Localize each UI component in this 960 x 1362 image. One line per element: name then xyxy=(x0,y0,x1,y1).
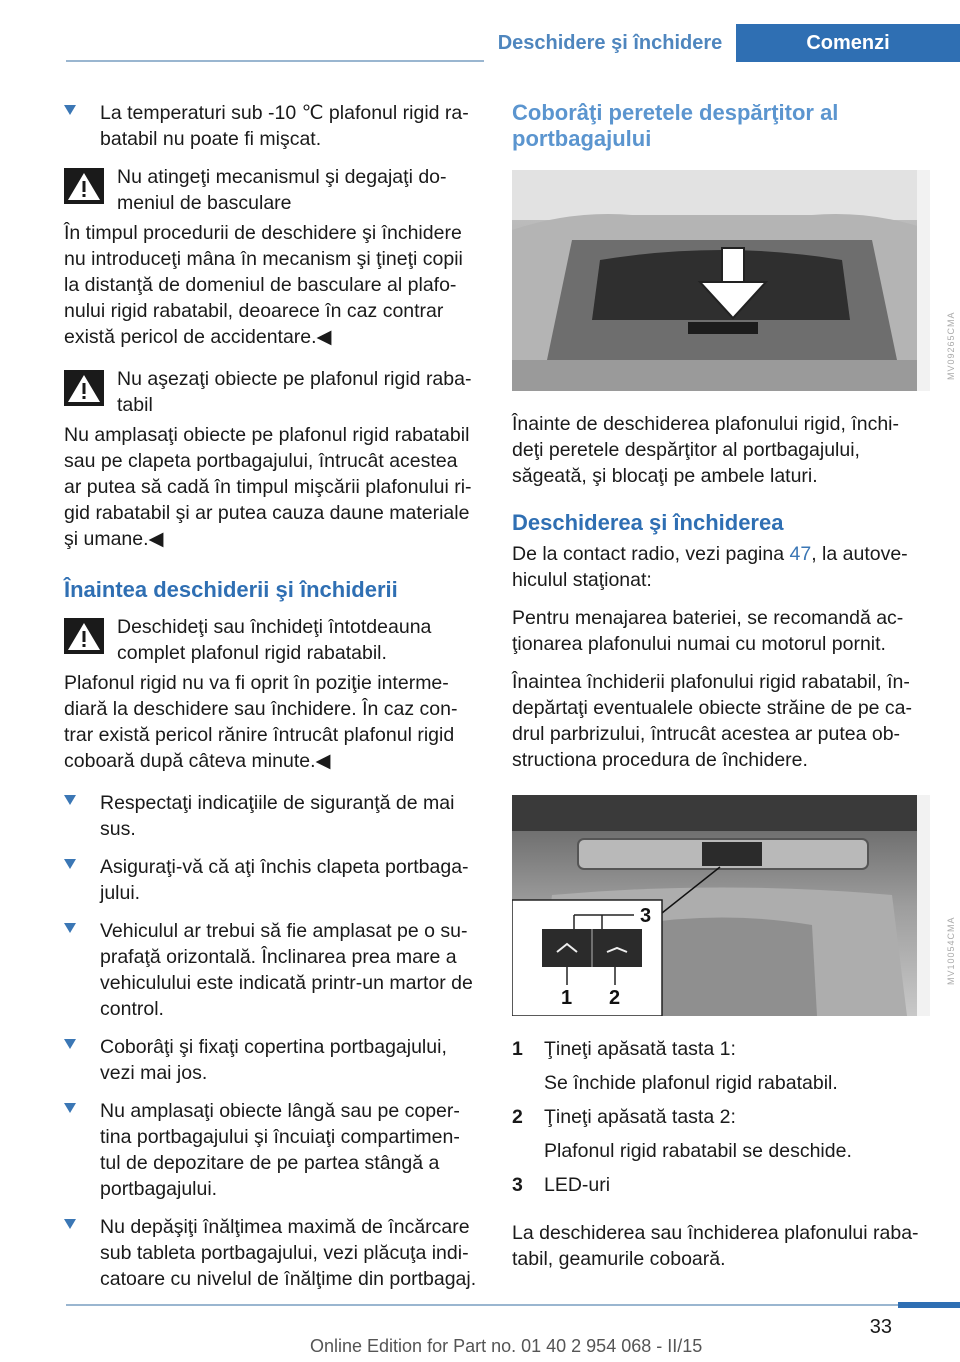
paragraph: Înaintea închiderii plafonului rigid rabatabil, în‐depărtaţi eventualele obiecte străine de pe ca‐drul parbrizului, întrucât acestea ar putea ob‐structiona procedura de închidere. xyxy=(512,671,913,771)
list-item: Nu depăşiţi înălţimea maximă de încărcare sub tableta portbagajului, vezi plăcuţa indi‐catoare cu nivelul de înălţime din portbagaj. xyxy=(64,1214,478,1292)
bullet-triangle-icon xyxy=(64,923,76,933)
numbered-step: 3 LED-uri xyxy=(512,1174,611,1196)
section-heading: Înaintea deschiderii şi închiderii xyxy=(64,577,398,602)
callout-label-3: 3 xyxy=(640,905,652,927)
page-link[interactable]: 47 xyxy=(789,543,812,565)
warning-text: Nu amplasaţi obiecte pe plafonul rigid rabatabil sau pe clapeta portbagajului, întrucât acestea ar putea să cadă în timpul mişcării plafonului ri‐gid rabatabil şi ar putea cauza daune materiale şi umane.◀ xyxy=(64,424,472,550)
step-number: 3 xyxy=(512,1174,523,1196)
section-heading: Coborâţi peretele despărţitor al portbagajului xyxy=(512,100,839,151)
list-item: Asiguraţi-vă că aţi închis clapeta portbaga‐jului. xyxy=(64,854,478,906)
list-item: Vehiculul ar trebui să fie amplasat pe o su‐prafaţă orizontală. Înclinarea prea mare a vehiculului este indicată printr-un martor de control. xyxy=(64,918,478,1022)
list-item: Respectaţi indicaţiile de siguranţă de mai sus. xyxy=(64,790,478,842)
page-number: 33 xyxy=(869,1316,892,1338)
image-code: MV09265CMA xyxy=(946,311,956,380)
bullet-triangle-icon xyxy=(64,1219,76,1229)
warning-title: Deschideţi sau închideţi întotdeauna complet plafonul rigid rabatabil. xyxy=(117,616,432,664)
warning-title: Nu aşezaţi obiecte pe plafonul rigid raba‐tabil xyxy=(117,368,472,416)
list-item: La temperaturi sub -10 ℃ plafonul rigid ra‐batabil nu poate fi mişcat. xyxy=(64,100,478,152)
image-code: MV10054CMA xyxy=(946,916,956,985)
callout-label-2: 2 xyxy=(609,987,621,1009)
section-heading: Deschiderea şi închiderea xyxy=(512,510,784,535)
list-item: Nu amplasaţi obiecte lângă sau pe coper‐tina portbagajului şi încuiaţi compartimen‐tul de depozitare de pe partea stângă a portbagajului. xyxy=(64,1098,478,1202)
paragraph: La deschiderea sau închiderea plafonului raba‐tabil, geamurile coboară. xyxy=(512,1222,919,1270)
callout-label-1: 1 xyxy=(561,987,573,1009)
paragraph: Pentru menajarea bateriei, se recomandă ac‐ţionarea plafonului numai cu motorul pornit. xyxy=(512,607,904,655)
bullet-triangle-icon xyxy=(64,105,76,115)
footer-accent xyxy=(898,1302,960,1308)
bullet-triangle-icon xyxy=(64,1039,76,1049)
bullet-triangle-icon xyxy=(64,859,76,869)
right-column xyxy=(512,100,930,1284)
list-item: Coborâţi şi fixaţi copertina portbagajului, vezi mai jos. xyxy=(64,1034,478,1086)
paragraph: De la contact radio, vezi pagina 47, la autove‐hiculul staţionat: xyxy=(512,543,908,591)
numbered-step: 1 Ţineţi apăsată tasta 1: Se închide plafonul rigid rabatabil. xyxy=(512,1038,838,1094)
header-section: Deschidere şi închidere xyxy=(484,24,736,62)
warning-block xyxy=(64,614,478,666)
edition-text: Online Edition for Part no. 01 40 2 954 068 - II/15 xyxy=(310,1336,703,1356)
step-number: 1 xyxy=(512,1038,523,1060)
footer-rule xyxy=(66,1304,960,1306)
warning-block xyxy=(64,164,478,216)
warning-title: Nu atingeţi mecanismul şi degajaţi do‐meniul de basculare xyxy=(117,166,447,214)
numbered-step: 2 Ţineţi apăsată tasta 2: Plafonul rigid rabatabil se deschide. xyxy=(512,1106,852,1162)
warning-text: În timpul procedurii de deschidere şi închidere nu introduceţi mâna în mecanism şi ţineţi copii la distanţă de domeniul de basculare al plafo‐nului rigid rabatabil, deoarece în caz contrar există pericol de accidentare.◀ xyxy=(64,222,463,348)
warning-text: Plafonul rigid nu va fi oprit în poziţie interme‐diară la deschidere sau închidere. În caz con‐trar există pericol rănire întrucât plafonul rigid coboară după câteva minute.◀ xyxy=(64,672,458,772)
step-number: 2 xyxy=(512,1106,523,1128)
warning-block xyxy=(64,366,478,418)
bullet-triangle-icon xyxy=(64,795,76,805)
warning-icon xyxy=(64,618,104,654)
warning-icon xyxy=(64,168,104,204)
left-column xyxy=(64,100,478,1304)
paragraph: Înainte de deschiderea plafonului rigid, închi‐deţi peretele despărţitor al portbagajului, săgeată, şi blocaţi pe ambele laturi. xyxy=(512,413,900,487)
roof-switch-photo xyxy=(512,795,930,1016)
bullet-triangle-icon xyxy=(64,1103,76,1113)
warning-icon xyxy=(64,370,104,406)
header-chapter: Comenzi xyxy=(736,24,960,62)
trunk-partition-photo xyxy=(512,170,930,391)
